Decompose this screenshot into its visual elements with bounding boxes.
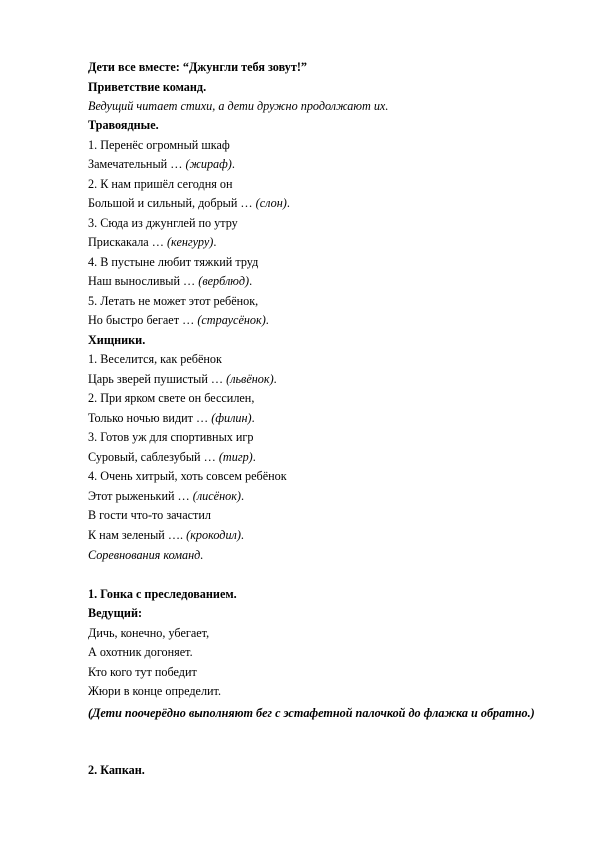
verse-line: Наш выносливый … (верблюд). — [88, 274, 253, 288]
verse-line: Этот рыженький … (лисёнок). — [88, 489, 245, 503]
verse-line: Прискакала … (кенгуру). — [88, 235, 217, 249]
verse-line: К нам зеленый …. (крокодил). — [88, 528, 244, 542]
poem-line: А охотник догоняет. — [88, 645, 193, 659]
answer: (слон) — [255, 196, 287, 210]
predators-title: Хищники. — [88, 333, 146, 347]
greeting-instruction: Ведущий читает стихи, а дети дружно продолжают их. — [88, 99, 389, 113]
verse-line: 4. В пустыне любит тяжкий труд — [88, 255, 259, 269]
answer: (страусёнок) — [197, 313, 266, 327]
greeting-title: Приветствие команд. — [88, 80, 207, 94]
poem-line: Дичь, конечно, убегает, — [88, 626, 210, 640]
host-label: Ведущий: — [88, 606, 143, 620]
poem-line: Кто кого тут победит — [88, 665, 197, 679]
answer: (верблюд) — [198, 274, 250, 288]
answer: (кенгуру) — [167, 235, 214, 249]
verse-line: Замечательный … (жираф). — [88, 157, 235, 171]
verse-line: Суровый, саблезубый … (тигр). — [88, 450, 256, 464]
verse-line: Большой и сильный, добрый … (слон). — [88, 196, 290, 210]
contest1-title: 1. Гонка с преследованием. — [88, 587, 237, 601]
verse-line: 1. Перенёс огромный шкаф — [88, 138, 230, 152]
verse-line: Царь зверей пушистый … (львёнок). — [88, 372, 277, 386]
verse-line: В гости что-то зачастил — [88, 508, 211, 522]
verse-line: 2. При ярком свете он бессилен, — [88, 391, 255, 405]
heading-all-together: Дети все вместе: “Джунгли тебя зовут!” — [88, 60, 307, 74]
herbivores-title: Травоядные. — [88, 118, 159, 132]
verse-line: 3. Сюда из джунглей по утру — [88, 216, 238, 230]
verse-line: 3. Готов уж для спортивных игр — [88, 430, 254, 444]
verse-line: 1. Веселится, как ребёнок — [88, 352, 222, 366]
competitions-title: Соревнования команд. — [88, 548, 204, 562]
answer: (тигр) — [218, 450, 253, 464]
verse-line: 5. Летать не может этот ребёнок, — [88, 294, 259, 308]
verse-line: 2. К нам пришёл сегодня он — [88, 177, 233, 191]
answer: (крокодил) — [186, 528, 241, 542]
answer: (львёнок) — [226, 372, 274, 386]
answer: (филин) — [211, 411, 252, 425]
verse-line: Только ночью видит … (филин). — [88, 411, 255, 425]
contest2-title: 2. Капкан. — [88, 763, 145, 777]
contest1-instruction: (Дети поочерёдно выполняют бег с эстафетной палочкой до флажка и обратно.) — [88, 706, 535, 720]
verse-line: 4. Очень хитрый, хоть совсем ребёнок — [88, 469, 287, 483]
answer: (лисёнок) — [192, 489, 241, 503]
verse-line: Но быстро бегает … (страусёнок). — [88, 313, 269, 327]
answer: (жираф) — [185, 157, 232, 171]
poem-line: Жюри в конце определит. — [88, 684, 222, 698]
